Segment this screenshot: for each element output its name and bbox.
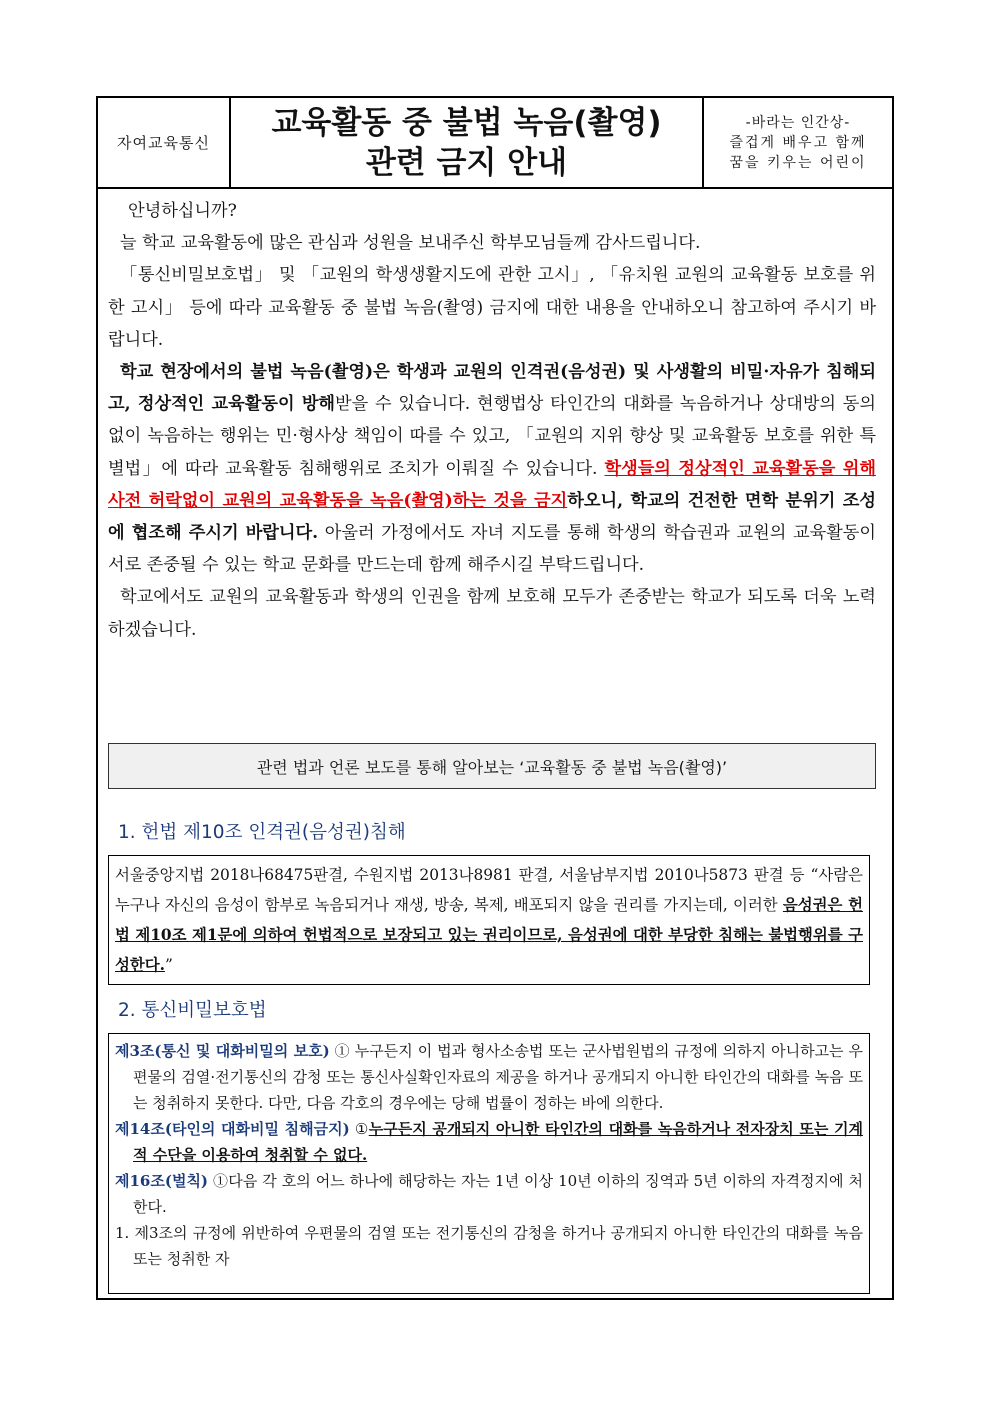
article-16-item-1: 1. 제3조의 규정에 위반하여 우편물의 검열 또는 전기통신의 감청을 하거나 공개되지 아니한 타인간의 대화를 녹음 또는 청취한 자: [115, 1224, 863, 1268]
notice-banner: 관련 법과 언론 보도를 통해 알아보는 ‘교육활동 중 불법 녹음(촬영)’: [108, 743, 876, 789]
paragraph-4: 학교에서도 교원의 교육활동과 학생의 인권을 함께 보호해 모두가 존중받는 학교가 되도록 더욱 노력하겠습니다.: [108, 587, 876, 640]
paragraph-1: 늘 학교 교육활동에 많은 관심과 성원을 보내주신 학부모님들께 감사드립니다.: [120, 233, 701, 254]
p3-red-emphasis: 학생들의 정상적인 교육활동을 위해 사전 허락없이 교원의 교육활동을 녹음(촬영)하는 것을 금지: [108, 458, 876, 511]
article-16-text: ①다음 각 호의 어느 하나에 해당하는 자는 1년 이상 10년 이하의 징역과 5년 이하의 자격정지에 처한다.: [133, 1172, 863, 1216]
school-motto: [704, 98, 892, 187]
article-16: [115, 1168, 863, 1220]
article-3: [115, 1038, 863, 1116]
motto-line-1: -바라는 인간상-: [745, 114, 851, 131]
section-2-title: 2. 통신비밀보호법: [118, 1000, 267, 1021]
article-16-title: 제16조(벌칙): [115, 1172, 209, 1190]
section-1-text: 서울중앙지법 2018나68475판결, 수원지법 2013나8981 판결, 서울남부지법 2010나5873 판결 등 “사람은 누구나 자신의 음성이 함부로 녹음되거나 재생, 방송, 복제, 배포되지 않을 권리를 가지는데, 이러한: [115, 866, 863, 914]
article-14-text: ①: [349, 1120, 369, 1138]
paragraph-3: [108, 356, 876, 581]
greeting: 안녕하십니까?: [128, 201, 237, 221]
newsletter-frame: [96, 96, 894, 1300]
p3-bold-1: 학교 현장에서의 불법 녹음(촬영)은 학생과 교원의 인격권(음성권) 및 사생활의 비밀·자유가 침해되고, 정상적인 교육활동이 방해: [108, 362, 876, 415]
section-2-box: [108, 1033, 870, 1294]
page-title: [231, 98, 704, 187]
body-text: [108, 195, 876, 646]
motto-line-2: 즐겁게 배우고 함께: [729, 134, 867, 151]
p3-bold-2: 하오니, 학교의 건전한 면학 분위기 조성에 협조해 주시기 바랍니다.: [108, 490, 876, 544]
article-14: [115, 1116, 863, 1168]
article-3-text: ① 누구든지 이 법과 형사소송법 또는 군사법원법의 규정에 의하지 아니하고는 우편물의 검열·전기통신의 감청 또는 통신사실확인자료의 제공을 하거나 공개되지 아니한 타인간의 대화를 녹음 또는 청취하지 못한다. 다만, 다음 각호의 경우에는 당해 법률이 정하는 바에 의한다.: [133, 1042, 863, 1112]
article-14-bold: 누구든지 공개되지 아니한 타인간의 대화를 녹음하거나 전자장치 또는 기계적 수단을 이용하여 청취할 수 없다.: [133, 1120, 863, 1164]
section-1-bold: 음성권은 헌법 제10조 제1문에 의하여 헌법적으로 보장되고 있는 권리이므로, 음성권에 대한 부당한 침해는 불법행위를 구성한다.: [115, 896, 863, 974]
paragraph-2: 「통신비밀보호법」 및 「교원의 학생생활지도에 관한 고시」, 「유치원 교원의 교육활동 보호를 위한 고시」 등에 따라 교육활동 중 불법 녹음(촬영) 금지에 대한 내용을 안내하오니 참고하여 주시기 바랍니다.: [108, 265, 876, 350]
p3-text-1: 받을 수 있습니다. 현행법상 타인간의 대화를 녹음하거나 상대방의 동의없이 녹음하는 행위는 민·형사상 책임이 따를 수 있고, 「교원의 지위 향상 및 교육활동 보호를 위한 특별법」에 따라 교육활동 침해행위로 조치가 이뤄질 수 있습니다.: [108, 394, 876, 479]
title-line-2: 관련 금지 안내: [365, 144, 568, 181]
header: [98, 98, 892, 189]
motto-line-3: 꿈을 키우는 어린이: [729, 154, 867, 171]
article-14-title: 제14조(타인의 대화비밀 침해금지): [115, 1120, 350, 1138]
section-1-box: [108, 855, 870, 985]
section-1-end: ”: [164, 956, 173, 974]
article-3-title: 제3조(통신 및 대화비밀의 보호): [115, 1042, 330, 1060]
section-1-title: 1. 헌법 제10조 인격권(음성권)침해: [118, 822, 406, 843]
title-line-1: 교육활동 중 불법 녹음(촬영): [271, 104, 662, 141]
p3-text-2: 아울러 가정에서도 자녀 지도를 통해 학생의 학습권과 교원의 교육활동이 서로 존중될 수 있는 학교 문화를 만드는데 함께 해주시길 부탁드립니다.: [108, 523, 876, 576]
newsletter-name: 자여교육통신: [98, 98, 231, 187]
